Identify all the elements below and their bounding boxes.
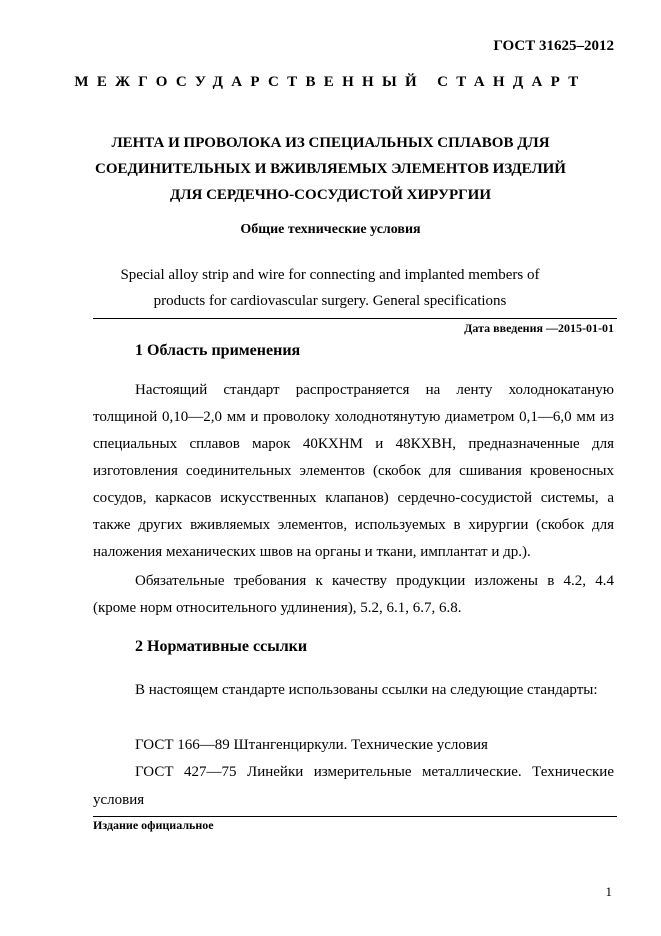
section-1-paragraph: Настоящий стандарт распространяется на ленту холоднокатаную толщиной 0,10—2,0 мм и проволоку холоднотянутую диаметром 0,1—6,0 мм из специальных сплавов марок 40КХНМ и 48КХВН, предназначенные для изготовления соединительных элементов (скобок для сшивания кровеносных сосудов, каркасов искусственных клапанов) сердечно-сосудистой системы, а также других вживляемых элементов, используемых в хирургии (скобок для наложения механических швов на органы и ткани, имплантат и др.). [93, 382, 614, 560]
section-1-heading: 1 Область применения [135, 342, 301, 359]
official-edition-label: Издание официальное [93, 818, 214, 832]
page-number: 1 [605, 884, 612, 899]
section-1-paragraph: Обязательные требования к качеству продукции изложены в 4.2, 4.4 (кроме норм относительного удлинения), 5.2, 6.1, 6.7, 6.8. [93, 573, 614, 616]
english-title-line: Special alloy strip and wire for connecting and implanted members of [120, 267, 540, 283]
footer-divider [93, 816, 617, 817]
normative-reference: ГОСТ 427—75 Линейки измерительные металлические. Технические условия [93, 764, 614, 808]
section-2-heading: 2 Нормативные ссылки [135, 638, 308, 655]
document-title [60, 130, 601, 208]
english-title [90, 262, 570, 314]
header-divider [93, 318, 617, 319]
title-line: ЛЕНТА И ПРОВОЛОКА ИЗ СПЕЦИАЛЬНЫХ СПЛАВОВ ДЛЯ [111, 135, 550, 151]
normative-reference: ГОСТ 166—89 Штангенциркули. Технические условия [135, 737, 488, 753]
section-2-intro: В настоящем стандарте использованы ссылки на следующие стандарты: [135, 682, 598, 698]
english-title-line: products for cardiovascular surgery. General specifications [153, 293, 507, 309]
document-subtitle: Общие технические условия [240, 222, 421, 237]
title-line: СОЕДИНИТЕЛЬНЫХ И ВЖИВЛЯЕМЫХ ЭЛЕМЕНТОВ ИЗДЕЛИЙ [95, 161, 566, 177]
introduction-date: Дата введения —2015-01-01 [464, 321, 614, 335]
standard-type-heading: МЕЖГОСУДАРСТВЕННЫЙ СТАНДАРТ [74, 74, 587, 90]
gost-code: ГОСТ 31625–2012 [493, 38, 614, 54]
title-line: ДЛЯ СЕРДЕЧНО-СОСУДИСТОЙ ХИРУРГИИ [170, 187, 491, 203]
